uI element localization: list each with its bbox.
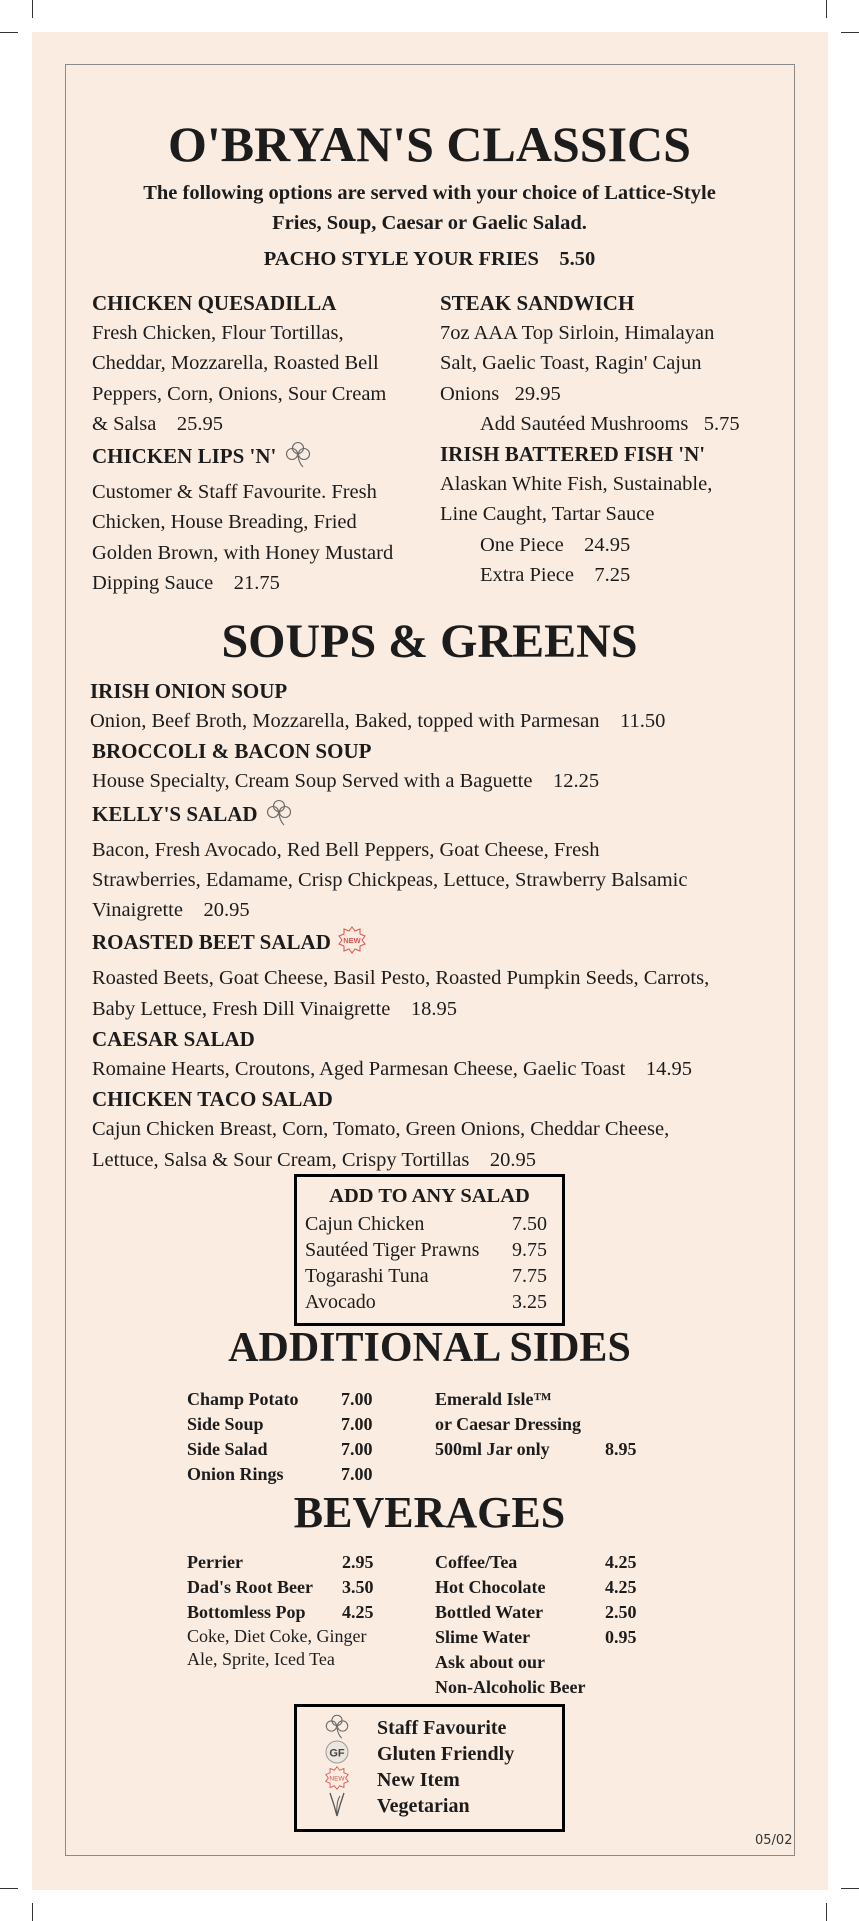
item-desc-line: Bacon, Fresh Avocado, Red Bell Peppers, Goat Cheese, Fresh: [92, 838, 600, 861]
intro-line-2: Fries, Soup, Caesar or Gaelic Salad.: [272, 212, 587, 234]
beverage-row: [435, 1550, 675, 1575]
svg-text:NEW: NEW: [343, 936, 361, 946]
price-line-extra-piece: [440, 560, 785, 590]
beverage-label: Perrier: [187, 1552, 243, 1572]
legend-label: New Item: [377, 1768, 460, 1791]
beverage-row: [435, 1625, 675, 1650]
price-line-one-piece: [440, 530, 785, 560]
crop-mark: [0, 1888, 18, 1889]
pacho-line: [0, 244, 859, 274]
side-label: Side Salad: [187, 1439, 268, 1459]
addon-label: Add Sautéed Mushrooms: [480, 412, 689, 435]
beverage-label: Bottomless Pop: [187, 1602, 306, 1622]
sides-dressing: [435, 1387, 695, 1462]
price-label: Extra Piece: [480, 564, 574, 587]
legend-row: [321, 1715, 562, 1741]
item-desc-line: Peppers, Corn, Onions, Sour Cream: [92, 382, 387, 405]
beverage-row: [187, 1600, 407, 1625]
item-desc-line: Golden Brown, with Honey Mustard: [92, 541, 394, 564]
dressing-line: 500ml Jar only: [435, 1439, 550, 1459]
item-price: 11.50: [620, 710, 666, 732]
side-row: [187, 1387, 387, 1412]
side-price: 7.00: [341, 1439, 373, 1459]
beverage-price: 3.50: [342, 1577, 374, 1597]
addon-label: Avocado: [305, 1291, 376, 1313]
legend-box: [294, 1704, 565, 1832]
beverage-price: 2.95: [342, 1552, 374, 1572]
item-desc-text: Dipping Sauce: [92, 572, 214, 595]
item-desc-line: [90, 766, 790, 796]
item-desc-text: Baby Lettuce, Fresh Dill Vinaigrette: [92, 997, 391, 1020]
crop-mark: [826, 0, 827, 18]
item-price: 14.95: [645, 1058, 692, 1081]
beverage-label: Slime Water: [435, 1627, 531, 1647]
item-desc-text: Lettuce, Salsa & Sour Cream, Crispy Tortillas: [92, 1148, 470, 1171]
item-desc-line: Strawberries, Edamame, Crisp Chickpeas, Lettuce, Strawberry Balsamic: [92, 868, 688, 891]
item-name: ROASTED BEET SALAD: [92, 930, 331, 955]
item-price: 20.95: [203, 899, 250, 922]
add-to-salad-box: [294, 1174, 565, 1326]
item-title-fish: IRISH BATTERED FISH 'N': [440, 442, 706, 467]
beverage-price: 0.95: [605, 1627, 637, 1647]
item-desc-line: Line Caught, Tartar Sauce: [440, 503, 655, 526]
page-title: O'BRYAN'S CLASSICS: [168, 116, 691, 172]
crop-mark: [826, 1903, 827, 1921]
ask-line: Non-Alcoholic Beer: [435, 1677, 586, 1697]
legend-label: Vegetarian: [377, 1794, 470, 1817]
print-code: 05/02: [755, 1833, 793, 1848]
item-desc-line: [92, 568, 427, 598]
side-price: 7.00: [341, 1464, 373, 1484]
add-to-salad-row: [305, 1237, 554, 1263]
add-to-salad-row: [305, 1289, 554, 1315]
addon-price: 3.25: [512, 1291, 547, 1313]
dressing-line: or Caesar Dressing: [435, 1414, 581, 1434]
legend-label: Staff Favourite: [377, 1716, 507, 1739]
beverage-label: Dad's Root Beer: [187, 1577, 313, 1597]
item-desc-text: & Salsa: [92, 412, 157, 435]
beverage-price: 4.25: [605, 1552, 637, 1572]
item-title-taco-salad: CHICKEN TACO SALAD: [92, 1087, 333, 1112]
beverage-row: [187, 1575, 407, 1600]
item-price: 24.95: [584, 533, 631, 556]
addon-price: 9.75: [512, 1239, 547, 1261]
ask-line: Ask about our: [435, 1652, 546, 1672]
dressing-price: 8.95: [605, 1439, 637, 1459]
item-name: CHICKEN LIPS 'N': [92, 444, 277, 468]
beverage-price: 4.25: [342, 1602, 374, 1622]
crop-mark: [841, 32, 859, 33]
new-badge-icon: [336, 925, 368, 963]
crop-mark: [32, 1903, 33, 1921]
item-desc-line: 7oz AAA Top Sirloin, Himalayan: [440, 322, 715, 344]
beverage-label: Coffee/Tea: [435, 1552, 518, 1572]
item-price: 12.25: [552, 770, 600, 793]
price-label: One Piece: [480, 533, 564, 556]
item-price: 20.95: [489, 1148, 537, 1171]
item-desc-line: Fresh Chicken, Flour Tortillas,: [92, 322, 344, 344]
beverage-price: 2.50: [605, 1602, 637, 1622]
beverage-price: 4.25: [605, 1577, 637, 1597]
item-desc-line: Cheddar, Mozzarella, Roasted Bell: [92, 352, 379, 375]
side-price: 7.00: [341, 1389, 373, 1409]
side-row: [187, 1412, 387, 1437]
pacho-label: PACHO STYLE YOUR FRIES: [263, 248, 539, 270]
side-label: Champ Potato: [187, 1389, 299, 1409]
intro-line-1: The following options are served with your choice of Lattice-Style: [143, 182, 716, 204]
soups-list: [90, 676, 790, 1175]
sides-left-list: [187, 1387, 387, 1487]
shamrock-icon: [263, 797, 295, 835]
item-price: 29.95: [514, 382, 561, 405]
section-heading-beverages: BEVERAGES: [293, 1488, 566, 1537]
svg-text:GF: GF: [329, 1747, 345, 1759]
item-title-steak: STEAK SANDWICH: [440, 291, 635, 315]
item-price: 25.95: [176, 412, 223, 435]
vegetarian-icon: [321, 1790, 377, 1823]
side-label: Side Soup: [187, 1414, 264, 1434]
pacho-price: 5.50: [559, 248, 596, 270]
crop-mark: [32, 0, 33, 18]
item-desc-text: Vinaigrette: [92, 899, 183, 922]
item-title-chicken-lips: [92, 439, 427, 477]
addon-label: Togarashi Tuna: [305, 1265, 429, 1287]
legend-label: Gluten Friendly: [377, 1742, 515, 1765]
classics-right-column: [440, 288, 785, 590]
item-desc-text: Onions: [440, 382, 500, 405]
beverages-right-list: [435, 1550, 675, 1700]
item-title-quesadilla: CHICKEN QUESADILLA: [92, 291, 337, 315]
item-desc-line: Chicken, House Breading, Fried: [92, 511, 357, 534]
beverage-row: [435, 1575, 675, 1600]
beverage-row: [187, 1550, 407, 1575]
addon-line: [440, 409, 785, 439]
item-price: 18.95: [410, 997, 458, 1020]
item-desc-line: Salt, Gaelic Toast, Ragin' Cajun: [440, 352, 702, 375]
item-desc-line: [90, 1054, 790, 1084]
legend-row: [321, 1793, 562, 1819]
item-title-caesar-salad: CAESAR SALAD: [92, 1027, 255, 1052]
item-desc-text: Onion, Beef Broth, Mozzarella, Baked, topped with Parmesan: [90, 710, 600, 732]
dressing-line: Emerald Isle™: [435, 1389, 552, 1409]
side-label: Onion Rings: [187, 1464, 284, 1484]
add-to-salad-row: [305, 1211, 554, 1237]
add-to-salad-row: [305, 1263, 554, 1289]
section-heading-soups: SOUPS & GREENS: [221, 615, 638, 668]
section-heading-sides: ADDITIONAL SIDES: [228, 1325, 631, 1371]
dressing-price-row: [435, 1437, 695, 1462]
classics-left-column: [92, 288, 427, 598]
item-title-onion-soup: IRISH ONION SOUP: [90, 679, 288, 703]
item-desc-line: [90, 1145, 790, 1175]
addon-label: Cajun Chicken: [305, 1213, 425, 1235]
item-desc-line: [90, 895, 790, 925]
item-title-broccoli-soup: BROCCOLI & BACON SOUP: [92, 739, 372, 764]
item-price: 21.75: [233, 572, 280, 595]
item-desc-line: [90, 994, 790, 1024]
item-desc-text: Romaine Hearts, Croutons, Aged Parmesan Cheese, Gaelic Toast: [92, 1058, 626, 1081]
item-price: 7.25: [594, 564, 631, 587]
addon-price: 7.50: [512, 1213, 547, 1235]
item-desc-line: Customer & Staff Favourite. Fresh: [92, 481, 377, 504]
addon-price: 5.75: [703, 412, 740, 435]
beverage-label: Bottled Water: [435, 1602, 544, 1622]
addon-label: Sautéed Tiger Prawns: [305, 1239, 480, 1261]
item-desc-line: [92, 409, 427, 439]
item-name: KELLY'S SALAD: [92, 801, 258, 826]
side-row: [187, 1437, 387, 1462]
crop-mark: [0, 32, 18, 33]
item-title-beet-salad: [90, 925, 790, 963]
item-desc-line: Cajun Chicken Breast, Corn, Tomato, Green Onions, Cheddar Cheese,: [92, 1118, 670, 1141]
svg-text:NEW: NEW: [329, 1775, 345, 1783]
item-desc-line: Roasted Beets, Goat Cheese, Basil Pesto, Roasted Pumpkin Seeds, Carrots,: [92, 967, 710, 990]
shamrock-icon: [282, 439, 314, 477]
crop-mark: [841, 1888, 859, 1889]
beverage-label: Hot Chocolate: [435, 1577, 546, 1597]
item-desc-line: [440, 379, 785, 409]
add-to-salad-heading: ADD TO ANY SALAD: [329, 1185, 530, 1207]
addon-price: 7.75: [512, 1265, 547, 1287]
legend-row: [321, 1741, 562, 1767]
pop-flavours-line: Ale, Sprite, Iced Tea: [187, 1649, 335, 1669]
pop-flavours-line: Coke, Diet Coke, Ginger: [187, 1626, 367, 1646]
item-desc-text: House Specialty, Cream Soup Served with a Baguette: [92, 770, 533, 793]
item-desc-line: [90, 706, 790, 736]
side-price: 7.00: [341, 1414, 373, 1434]
beverage-row: [435, 1600, 675, 1625]
item-title-kelly-salad: [90, 797, 790, 835]
side-row: [187, 1462, 387, 1487]
beverages-left-list: [187, 1550, 407, 1671]
item-desc-line: Alaskan White Fish, Sustainable,: [440, 473, 713, 496]
